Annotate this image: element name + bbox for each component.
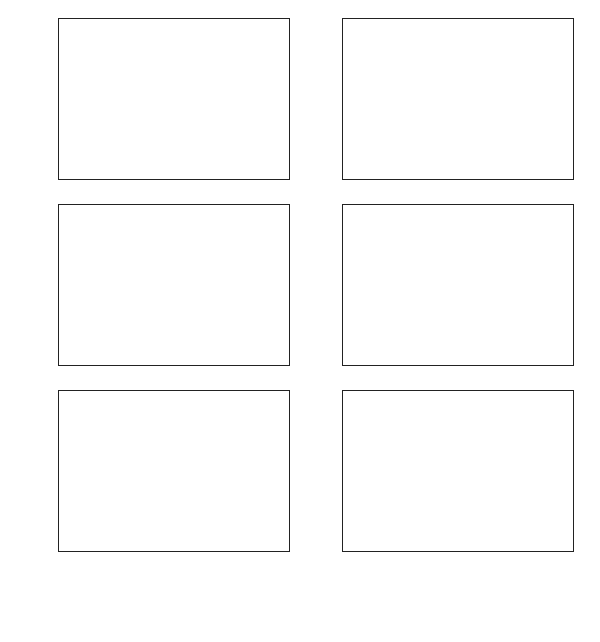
map-plot [58,18,290,180]
map-plot [58,390,290,552]
map-plot [342,390,574,552]
map-plot [58,204,290,366]
map-plot [342,18,574,180]
map-plot [342,204,574,366]
